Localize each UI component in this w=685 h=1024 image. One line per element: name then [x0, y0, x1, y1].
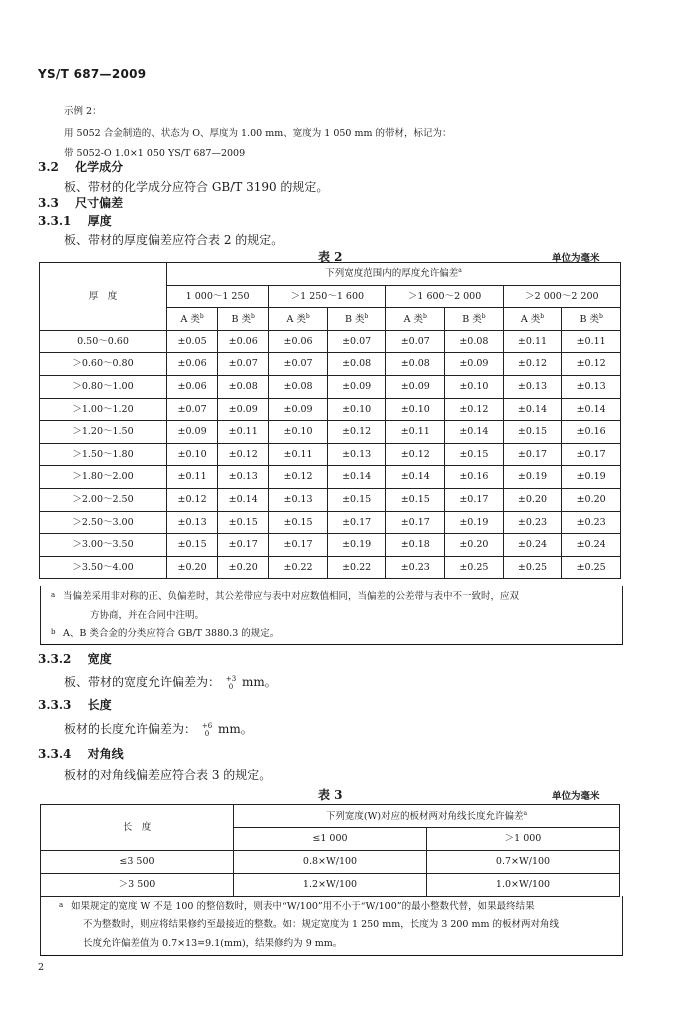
upper-tolerance: +6: [201, 721, 213, 730]
tolerance-cell: ±0.07: [167, 398, 218, 421]
tolerance-cell: ±0.07: [218, 353, 269, 376]
width-col-header: ≤1 000: [234, 828, 427, 851]
tolerance-cell: ±0.13: [218, 466, 269, 489]
section-title: 长度: [87, 698, 112, 712]
tolerance-cell: ±0.12: [386, 443, 445, 466]
class-a-header: A 类$^b$: [386, 308, 445, 331]
class-a-header: A 类$^b$: [269, 308, 328, 331]
table-2-note-b: [40, 626, 623, 645]
section-3-3-2-heading: [38, 650, 112, 667]
note-text: 当偏差采用非对称的正、负偏差时，其公差带应与表中对应数值相同，当偏差的公差带与表中不一致时，应双: [63, 591, 520, 602]
tolerance-cell: ±0.09: [386, 375, 445, 398]
section-3-3-3-text: [64, 720, 253, 738]
width-range-header: ＞1 250～1 600: [269, 285, 386, 308]
footnote-mark: a: [59, 901, 64, 909]
table-2-note-a-cont: [40, 608, 623, 626]
tolerance-cell: ±0.23: [503, 511, 562, 534]
length-cell: ＞3 500: [41, 874, 234, 897]
section-title: 厚度: [87, 214, 112, 228]
section-title: 对角线: [87, 747, 124, 761]
table-3-note-cont: [40, 916, 623, 935]
table-3-note-cont: [40, 935, 623, 956]
thickness-cell: ＞2.50～3.00: [40, 511, 167, 534]
tolerance-cell: ±0.11: [269, 443, 328, 466]
value-cell: 1.2×W/100: [234, 874, 427, 897]
tolerance-cell: ±0.20: [562, 488, 621, 511]
thickness-cell: ＞3.00～3.50: [40, 534, 167, 557]
section-3-2-text: 板、带材的化学成分应符合 GB/T 3190 的规定。: [64, 180, 329, 194]
tolerance-cell: ±0.20: [167, 556, 218, 579]
tolerance-cell: ±0.19: [445, 511, 504, 534]
thickness-cell: ＞1.20～1.50: [40, 421, 167, 444]
section-number: 3.3.1: [38, 214, 72, 228]
table-row: [40, 443, 621, 466]
unit: mm。: [218, 722, 253, 736]
footnote-mark: a: [51, 591, 56, 599]
tolerance-cell: ±0.10: [445, 375, 504, 398]
tolerance-cell: ±0.15: [327, 488, 386, 511]
tolerance-cell: ±0.06: [167, 353, 218, 376]
tolerance-cell: ±0.11: [503, 330, 562, 353]
example-line-2: 带 5052-O 1.0×1 050 YS/T 687—2009: [64, 148, 246, 159]
tolerance-cell: ±0.15: [386, 488, 445, 511]
thickness-cell: 0.50～0.60: [40, 330, 167, 353]
tolerance-cell: ±0.12: [269, 466, 328, 489]
tolerance-cell: ±0.20: [218, 556, 269, 579]
thickness-cell: ＞0.80～1.00: [40, 375, 167, 398]
tolerance-cell: ±0.10: [327, 398, 386, 421]
section-3-3-1-text: 板、带材的厚度偏差应符合表 2 的规定。: [64, 233, 284, 247]
tolerance-cell: ±0.24: [503, 534, 562, 557]
tolerance-cell: ±0.17: [327, 511, 386, 534]
table-row: [40, 353, 621, 376]
tolerance-cell: ±0.12: [167, 488, 218, 511]
tolerance-cell: ±0.18: [386, 534, 445, 557]
tolerance-cell: ±0.08: [218, 375, 269, 398]
tolerance-cell: ±0.15: [269, 511, 328, 534]
tolerance-cell: ±0.06: [167, 375, 218, 398]
tolerance-cell: ±0.14: [503, 398, 562, 421]
tolerance-cell: ±0.14: [445, 421, 504, 444]
tolerance-cell: ±0.16: [562, 421, 621, 444]
tolerance-cell: ±0.06: [269, 330, 328, 353]
lower-tolerance: 0: [228, 682, 234, 691]
table-2-note-a: [40, 586, 623, 608]
tolerance-cell: ±0.07: [327, 330, 386, 353]
tolerance-cell: ±0.09: [327, 375, 386, 398]
class-b-header: B 类$^b$: [327, 308, 386, 331]
tolerance-cell: ±0.17: [562, 443, 621, 466]
tolerance-cell: ±0.17: [386, 511, 445, 534]
table-2-unit: 单位为毫米: [552, 253, 600, 264]
tolerance-cell: ±0.11: [218, 421, 269, 444]
table-row: [40, 488, 621, 511]
section-3-3-4-text: 板材的对角线偏差应符合表 3 的规定。: [64, 768, 272, 782]
note-text: 如果规定的宽度 W 不是 100 的整倍数时，则表中“W/100”用不小于“W/100”的最小整数代替，如果最终结果: [71, 901, 535, 912]
width-range-header: ＞1 600～2 000: [386, 285, 503, 308]
tolerance-cell: ±0.15: [218, 511, 269, 534]
section-3-2-heading: [38, 158, 123, 175]
tolerance-cell: ±0.14: [562, 398, 621, 421]
page-number: 2: [38, 962, 45, 973]
tolerance-cell: ±0.13: [327, 443, 386, 466]
table-row: [40, 375, 621, 398]
tolerance-cell: ±0.13: [167, 511, 218, 534]
table-header-group: [167, 263, 621, 286]
group-header-text: 下列宽度(W)对应的板材两对角线长度允许偏差: [325, 810, 524, 822]
table-2: [39, 262, 621, 579]
tolerance-cell: ±0.13: [269, 488, 328, 511]
table-row: [40, 421, 621, 444]
tolerance-cell: ±0.14: [218, 488, 269, 511]
table-row: [40, 511, 621, 534]
width-range-header: ＞2 000～2 200: [503, 285, 620, 308]
tolerance-cell: ±0.05: [167, 330, 218, 353]
footnote-mark: b: [51, 628, 56, 636]
standard-number: YS/T 687—2009: [38, 67, 147, 81]
thickness-cell: ＞1.00～1.20: [40, 398, 167, 421]
note-text: 不为整数时，则应将结果修约至最接近的整数。如：规定宽度为 1 250 mm，长度为 3 200 mm 的板材两对角线: [83, 919, 560, 930]
value-cell: 0.8×W/100: [234, 851, 427, 874]
tolerance-cell: ±0.15: [445, 443, 504, 466]
section-title: 尺寸偏差: [75, 196, 124, 210]
value-cell: 0.7×W/100: [426, 851, 619, 874]
section-number: 3.3.4: [38, 747, 72, 761]
tolerance-cell: ±0.11: [562, 330, 621, 353]
lower-tolerance: 0: [204, 729, 210, 738]
tolerance-cell: ±0.17: [445, 488, 504, 511]
section-number: 3.3: [38, 196, 59, 210]
tolerance-cell: ±0.17: [269, 534, 328, 557]
tolerance-cell: ±0.17: [218, 534, 269, 557]
tolerance-cell: ±0.19: [562, 466, 621, 489]
thickness-cell: ＞3.50～4.00: [40, 556, 167, 579]
thickness-cell: ＞1.50～1.80: [40, 443, 167, 466]
tolerance-cell: ±0.25: [503, 556, 562, 579]
value-cell: 1.0×W/100: [426, 874, 619, 897]
class-b-header: B 类$^b$: [445, 308, 504, 331]
section-number: 3.2: [38, 160, 59, 174]
tolerance-cell: ±0.19: [327, 534, 386, 557]
thickness-cell: ＞1.80～2.00: [40, 466, 167, 489]
tolerance-cell: ±0.24: [562, 534, 621, 557]
tolerance-cell: ±0.12: [327, 421, 386, 444]
tolerance-cell: ±0.12: [218, 443, 269, 466]
section-title: 宽度: [87, 652, 112, 666]
length-cell: ≤3 500: [41, 851, 234, 874]
tolerance-cell: ±0.10: [269, 421, 328, 444]
table-header-length: 长 度: [41, 805, 234, 851]
thickness-cell: ＞2.00～2.50: [40, 488, 167, 511]
example-label: 示例 2：: [64, 106, 102, 117]
table-row: [40, 466, 621, 489]
tolerance-cell: ±0.07: [386, 330, 445, 353]
tolerance-cell: ±0.15: [503, 421, 562, 444]
table-row: [40, 556, 621, 579]
unit: mm。: [242, 675, 277, 689]
width-range-header: 1 000～1 250: [167, 285, 269, 308]
tolerance-cell: ±0.08: [327, 353, 386, 376]
section-number: 3.3.3: [38, 698, 72, 712]
example-line-1: 用 5052 合金制造的、状态为 O、厚度为 1.00 mm、宽度为 1 050 mm 的带材，标记为：: [64, 128, 452, 139]
tolerance-cell: ±0.09: [445, 353, 504, 376]
section-3-3-heading: [38, 194, 123, 211]
tolerance-cell: ±0.08: [386, 353, 445, 376]
footnote-mark: a: [458, 267, 462, 275]
tolerance-cell: ±0.23: [562, 511, 621, 534]
table-3-unit: 单位为毫米: [552, 791, 600, 802]
class-a-header: A 类$^b$: [503, 308, 562, 331]
text: 板、带材的宽度允许偏差为：: [64, 675, 221, 689]
tolerance-cell: ±0.14: [386, 466, 445, 489]
tolerance-cell: ±0.11: [167, 466, 218, 489]
section-number: 3.3.2: [38, 652, 72, 666]
tolerance-cell: ±0.13: [562, 375, 621, 398]
note-text: A、B 类合金的分类应符合 GB/T 3880.3 的规定。: [63, 628, 280, 639]
class-b-header: B 类$^b$: [562, 308, 621, 331]
section-3-3-2-text: [64, 673, 277, 691]
thickness-cell: ＞0.60～0.80: [40, 353, 167, 376]
table-row: [40, 330, 621, 353]
table-row: [40, 398, 621, 421]
section-title: 化学成分: [75, 160, 124, 174]
tolerance-cell: ±0.15: [167, 534, 218, 557]
table-3: [40, 804, 620, 897]
tolerance-cell: ±0.06: [218, 330, 269, 353]
tolerance-cell: ±0.14: [327, 466, 386, 489]
tolerance-cell: ±0.09: [167, 421, 218, 444]
tolerance-cell: ±0.25: [445, 556, 504, 579]
upper-tolerance: +3: [225, 674, 237, 683]
tolerance-cell: ±0.16: [445, 466, 504, 489]
section-3-3-3-heading: [38, 696, 112, 713]
tolerance-cell: ±0.23: [386, 556, 445, 579]
footnote-mark: a: [523, 809, 528, 817]
tolerance-cell: ±0.08: [269, 375, 328, 398]
table-header-thickness: 厚 度: [40, 263, 167, 331]
tolerance-cell: ±0.09: [269, 398, 328, 421]
tolerance-cell: ±0.22: [327, 556, 386, 579]
tolerance-cell: ±0.20: [445, 534, 504, 557]
tolerance-cell: ±0.19: [503, 466, 562, 489]
tolerance-cell: ±0.12: [445, 398, 504, 421]
tolerance-cell: ±0.12: [503, 353, 562, 376]
class-b-header: B 类$^b$: [218, 308, 269, 331]
tolerance-cell: ±0.13: [503, 375, 562, 398]
tolerance-cell: ±0.10: [386, 398, 445, 421]
tolerance-cell: ±0.17: [503, 443, 562, 466]
tolerance-cell: ±0.12: [562, 353, 621, 376]
tolerance-cell: ±0.10: [167, 443, 218, 466]
tolerance-cell: ±0.25: [562, 556, 621, 579]
text: 板材的长度允许偏差为：: [64, 722, 197, 736]
table-header-group: [234, 805, 620, 828]
tolerance-cell: ±0.07: [269, 353, 328, 376]
tolerance-cell: ±0.08: [445, 330, 504, 353]
table-3-caption: 表 3: [318, 788, 343, 802]
table-2-caption: 表 2: [318, 250, 343, 264]
note-text: 方协商，并在合同中注明。: [90, 610, 205, 621]
tolerance-cell: ±0.22: [269, 556, 328, 579]
table-row: [40, 534, 621, 557]
tolerance-cell: ±0.09: [218, 398, 269, 421]
width-col-header: ＞1 000: [426, 828, 619, 851]
group-header-text: 下列宽度范围内的厚度允许偏差: [325, 268, 459, 280]
section-3-3-4-heading: [38, 745, 124, 762]
tolerance-cell: ±0.11: [386, 421, 445, 444]
section-3-3-1-heading: [38, 212, 112, 229]
tolerance-cell: ±0.20: [503, 488, 562, 511]
note-text: 长度允许偏差值为 0.7×13=9.1(mm)，结果修约为 9 mm。: [83, 938, 343, 949]
class-a-header: A 类$^b$: [167, 308, 218, 331]
table-3-note: [40, 896, 623, 916]
